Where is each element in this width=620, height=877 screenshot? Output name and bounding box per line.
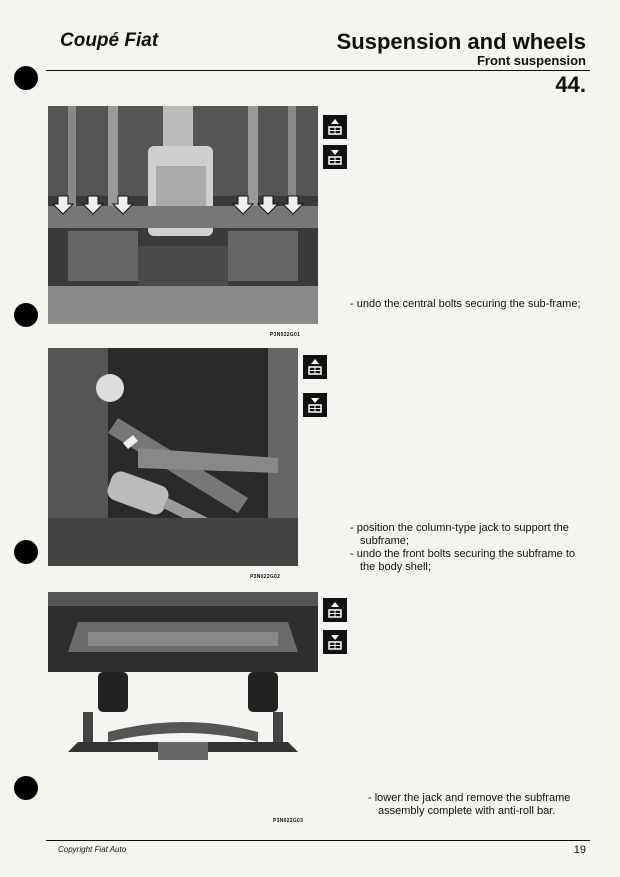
subframe-front-bolts-illustration: [48, 348, 298, 566]
refit-down-icon: [323, 630, 347, 654]
section-number: 44.: [555, 72, 586, 97]
figure-3-steps: [368, 792, 590, 818]
step-text: - lower the jack and remove the subframe assembly complete with anti-roll bar.: [368, 792, 571, 817]
remove-up-icon: [303, 355, 327, 379]
binder-hole: [14, 303, 38, 327]
binder-hole: [14, 66, 38, 90]
figure-3-photo: [48, 592, 318, 770]
figure-1-photo: [48, 106, 318, 324]
figure-2-steps: [350, 522, 590, 574]
figure-2-code: P3N022G02: [250, 574, 281, 580]
subframe-assembly-removed-illustration: [48, 592, 318, 770]
figure-1-code: P3N022G01: [270, 332, 301, 338]
figure-2-photo: [48, 348, 298, 566]
step-text: - position the column-type jack to support the subframe;: [350, 522, 569, 547]
remove-up-icon: [323, 598, 347, 622]
refit-down-icon: [323, 145, 347, 169]
page-number: 19: [573, 844, 586, 856]
binder-hole: [14, 776, 38, 800]
remove-up-icon: [323, 115, 347, 139]
subframe-central-bolts-illustration: [48, 106, 318, 324]
header-rule: [46, 70, 590, 71]
figure-1-steps: [350, 298, 590, 311]
figure-3-code: P3N022G03: [273, 818, 304, 824]
page-title: Suspension and wheels: [336, 29, 586, 54]
page-subtitle: Front suspension: [476, 53, 586, 68]
refit-down-icon: [303, 393, 327, 417]
step-text: - undo the central bolts securing the sub-frame;: [350, 298, 581, 310]
step-text: - undo the front bolts securing the subframe to the body shell;: [350, 548, 576, 573]
binder-hole: [14, 540, 38, 564]
brand-title: Coupé Fiat: [60, 30, 159, 51]
copyright: Copyright Fiat Auto: [58, 845, 127, 854]
footer-rule: [46, 840, 590, 841]
